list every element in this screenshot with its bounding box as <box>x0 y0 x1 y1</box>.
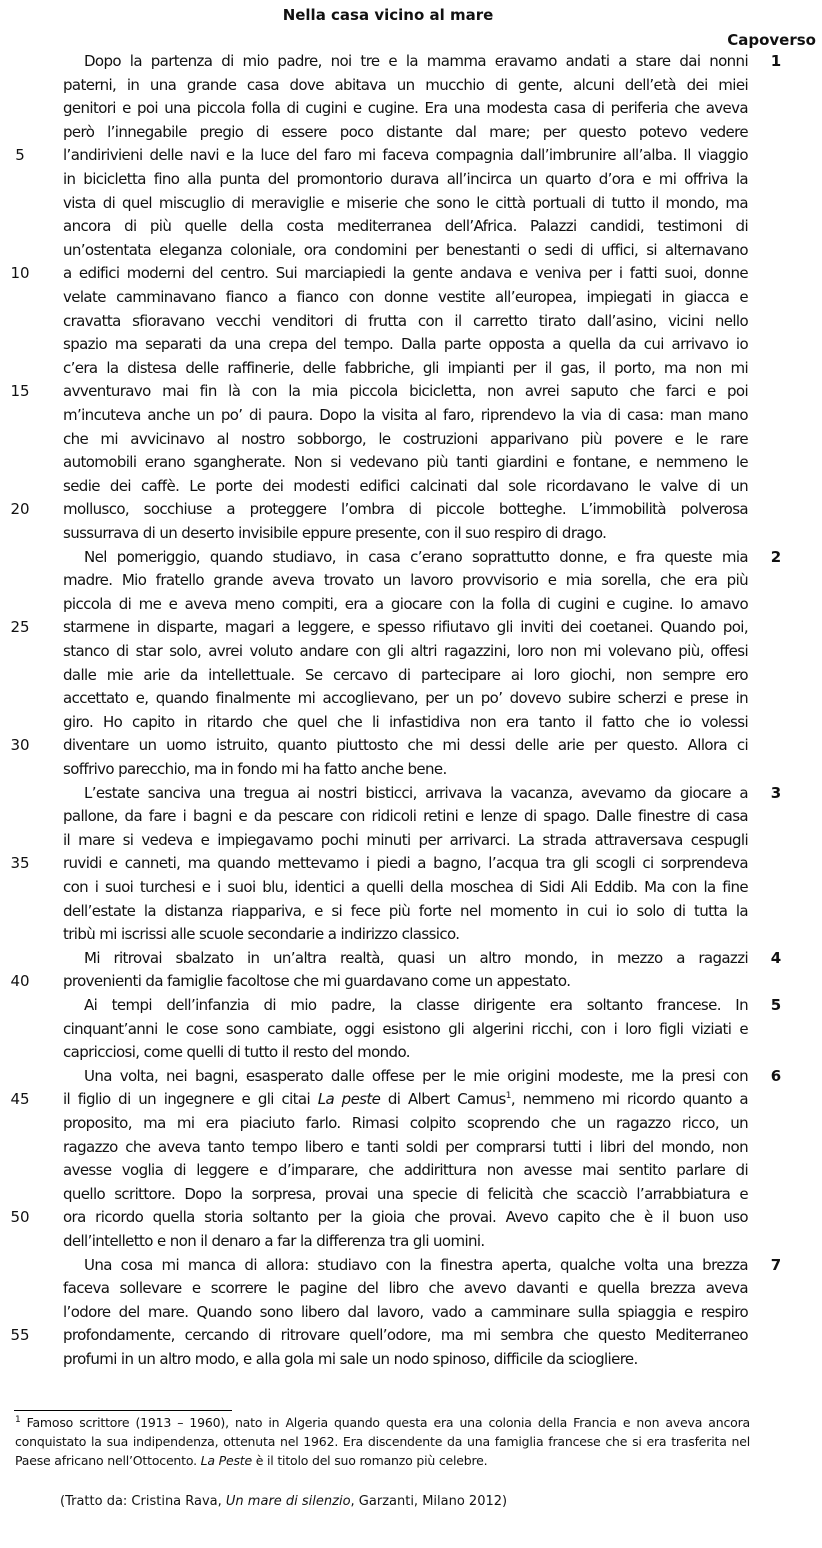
text-line: avventuravo mai fin là con la mia piccola bicicletta, non avrei saputo che farci e poi <box>63 382 748 401</box>
text-line: pallone, da fare i bagni e da pescare con ridicoli retini e lenze di spago. Dalle finestre di casa <box>63 807 748 826</box>
text-line: avesse voglia di leggere e d’imparare, che addirittura non avesse mai sentito parlare di <box>63 1161 748 1180</box>
text-line: l’andirivieni delle navi e la luce del faro mi faceva compagnia dall’imbrunire all’alba. Il viaggio <box>63 146 748 165</box>
text-line: tribù mi iscrissi alle scuole secondarie a indirizzo classico. <box>63 925 460 944</box>
text-line: l’odore del mare. Quando sono libero dal lavoro, vado a camminare sulla spiaggia e respiro <box>63 1302 748 1321</box>
line-number: 40 <box>10 972 30 991</box>
line-number: 35 <box>10 854 30 873</box>
source-text: , Garzanti, Milano 2012) <box>350 1494 508 1509</box>
line-number: 10 <box>10 264 30 283</box>
text-line: mollusco, socchiuse a proteggere l’ombra di piccole botteghe. L’immobilità polverosa <box>63 500 748 519</box>
line-number: 5 <box>15 146 25 165</box>
text-line: profondamente, cercando di ritrovare quell’odore, ma mi sembra che questo Mediterraneo <box>63 1326 748 1345</box>
footnote-title-italic: La Peste <box>200 1453 252 1468</box>
text-line: L’estate sanciva una tregua ai nostri bisticci, arrivava la vacanza, avevamo da giocare a <box>84 783 748 802</box>
text-line: stanco di star solo, avrei voluto andare con gli altri ragazzini, loro non mi volevano più, offesi <box>63 642 748 660</box>
text-line: però l’innegabile pregio di essere poco distante dal mare; per questo potevo vedere <box>63 122 748 141</box>
text-line: Una volta, nei bagni, esasperato dalle offese per le mie origini modeste, me la presi con <box>84 1066 748 1085</box>
line-number: 45 <box>10 1090 30 1109</box>
book-title-italic: La peste <box>317 1090 381 1109</box>
text-line: ancora di più quelle della costa mediterranea dell’Africa. Palazzi candidi, testimoni di <box>63 217 748 236</box>
text-line: paterni, in una grande casa dove abitava un mucchio di gente, alcuni dell’età dei miei <box>63 75 748 94</box>
text-line: soffrivo parecchio, ma in fondo mi ha fatto anche bene. <box>63 760 447 778</box>
footnote-line <box>15 1451 750 1470</box>
footnote-ref: 1 <box>505 1091 511 1102</box>
source-text: (Tratto da: Cristina Rava, <box>60 1494 226 1509</box>
text-line: accettato e, quando finalmente mi accoglievano, per un po’ dovevo subire scherzi e prese in <box>63 689 748 708</box>
text-line: a edifici moderni del centro. Sui marciapiedi la gente andava e veniva per i fatti suoi, donne <box>63 264 748 283</box>
text-line: Ai tempi dell’infanzia di mio padre, la classe dirigente era soltanto francese. In <box>84 996 748 1014</box>
line-number: 50 <box>10 1208 30 1227</box>
text-line: piccola di me e aveva meno compiti, era a giocare con la folla di cugini e cugine. Io amavo <box>63 594 748 613</box>
footnote-line <box>15 1413 750 1432</box>
text-line: dell’intelletto e non il denaro a far la differenza tra gli uomini. <box>63 1232 485 1250</box>
line-number: 55 <box>10 1326 30 1345</box>
text-line: sussurrava di un deserto invisibile eppure presente, con il suo respiro di drago. <box>63 524 607 542</box>
text-line: vista di quel miscuglio di meraviglie e miserie che sono le città portuali di tutto il mondo, ma <box>63 193 748 212</box>
paragraph-number: 3 <box>770 783 782 802</box>
line-number: 20 <box>10 500 30 519</box>
line-number: 30 <box>10 736 30 755</box>
text-line: in bicicletta fino alla punta del promontorio durava all’incirca un quarto d’ora e mi offriva la <box>63 170 748 188</box>
text-line: velate camminavano fianco a fianco con donne vestite all’europea, impiegati in giacca e <box>63 288 748 306</box>
footnote-line: conquistato la sua indipendenza, ottenuta nel 1962. Era discendente da una famiglia francese che si era trasferita nel <box>15 1434 750 1449</box>
text-line: spazio ma separati da una crepa del tempo. Dalla parte opposta a quella da cui arrivavo io <box>63 335 748 354</box>
text-line: Nel pomeriggio, quando studiavo, in casa c’erano soprattutto donne, e fra queste mia <box>84 547 748 566</box>
footnote-rule <box>14 1410 232 1411</box>
text-line: Una cosa mi manca di allora: studiavo con la finestra aperta, qualche volta una brezza <box>84 1255 748 1274</box>
paragraph-number: 5 <box>770 996 782 1014</box>
text-line: Dopo la partenza di mio padre, noi tre e la mamma eravamo andati a stare dai nonni <box>84 52 748 70</box>
text-line <box>63 1088 748 1112</box>
line-number: 15 <box>10 382 30 401</box>
paragraph-number: 6 <box>770 1066 782 1085</box>
text-line: ora ricordo quella storia soltanto per la gioia che provai. Avevo capito che è il buon uso <box>63 1208 748 1227</box>
text-line: starmene in disparte, magari a leggere, e spesso rifiutavo gli inviti dei coetanei. Quando poi, <box>63 618 748 637</box>
text-line: m’incuteva anche un po’ di paura. Dopo la visita al faro, riprendevo la via di casa: man mano <box>63 406 748 424</box>
text-line: faceva sollevare e scorrere le pagine del libro che avevo davanti e quella brezza aveva <box>63 1279 748 1298</box>
text-line: dalle mie arie da intellettuale. Se cercavo di partecipare ai loro giochi, non sempre ero <box>63 665 748 684</box>
text-line: automobili erano sgangherate. Non si vedevano più tanti giardini e fontane, e nemmeno le <box>63 453 748 472</box>
text-line: con i suoi turchesi e i suoi blu, identici a quelli della moschea di Sidi Ali Eddib. Ma con la fine <box>63 878 748 896</box>
text-line: il mare si vedeva e impiegavamo pochi minuti per arrivarci. La strada attraversava cespugli <box>63 830 748 849</box>
text-line: capricciosi, come quelli di tutto il resto del mondo. <box>63 1043 410 1062</box>
paragraph-number: 7 <box>770 1255 782 1274</box>
text-line: un’ostentata eleganza coloniale, ora condomini per benestanti o sedi di uffici, si alternavano <box>63 240 748 259</box>
text-line: cravatta sfioravano vecchi venditori di frutta con il carretto tirato dall’asino, vicini nello <box>63 311 748 330</box>
text-line: ragazzo che aveva tanto tempo libero e tanti soldi per comprarsi tutti i libri del mondo, non <box>63 1137 748 1156</box>
footnote-text: è il titolo del suo romanzo più celebre. <box>251 1453 488 1468</box>
footnote-text: Famoso scrittore (1913 – 1960), nato in Algeria quando questa era una colonia della Francia e non aveva ancora <box>20 1415 750 1430</box>
text-span: di Albert Camus <box>380 1090 506 1109</box>
text-line: diventare un uomo istruito, quanto piuttosto che mi dessi delle arie per questo. Allora ci <box>63 736 748 755</box>
footnote-marker: 1 <box>15 1414 21 1425</box>
text-line: quello scrittore. Dopo la sorpresa, provai una specie di felicità che scacciò l’arrabbiatura e <box>63 1184 748 1203</box>
text-line: giro. Ho capito in ritardo che quel che li infastidiva non era tanto il fatto che io volessi <box>63 712 748 731</box>
text-span: il figlio di un ingegnere e gli citai <box>63 1090 318 1109</box>
capoverso-header: Capoverso <box>727 31 816 49</box>
document-title: Nella casa vicino al mare <box>282 6 494 24</box>
paragraph-number: 2 <box>770 547 782 566</box>
text-line: profumi in un altro modo, e alla gola mi sale un nodo spinoso, difficile da sciogliere. <box>63 1350 638 1368</box>
footnote-text: Paese africano nell’Ottocento. <box>15 1453 201 1468</box>
text-line: sedie dei caffè. Le porte dei modesti edifici calcinati dal sole ricordavano le valve di un <box>63 476 748 495</box>
text-line: proposito, ma mi era piaciuto farlo. Rimasi colpito scoprendo che un ragazzo ricco, un <box>63 1114 748 1132</box>
source-citation <box>60 1492 507 1512</box>
paragraph-number: 1 <box>770 52 782 70</box>
line-number: 25 <box>10 618 30 637</box>
text-line: madre. Mio fratello grande aveva trovato un lavoro provvisorio e mia sorella, che era più <box>63 571 748 590</box>
text-line: provenienti da famiglie facoltose che mi guardavano come un appestato. <box>63 972 571 991</box>
text-line: c’era la distesa delle raffinerie, delle fabbriche, gli impianti per il gas, il porto, ma non mi <box>63 358 748 377</box>
text-line: che mi avvicinavo al nostro sobborgo, le costruzioni apparivano più povere e le rare <box>63 429 748 448</box>
source-book-title: Un mare di silenzio <box>225 1494 351 1509</box>
text-line: ruvidi e canneti, ma quando mettevamo i piedi a bagno, l’acqua tra gli scogli ci sorprendeva <box>63 854 748 873</box>
text-span: , nemmeno mi ricordo quanto a <box>510 1090 748 1109</box>
paragraph-number: 4 <box>770 948 782 967</box>
text-line: Mi ritrovai sbalzato in un’altra realtà, quasi un altro mondo, in mezzo a ragazzi <box>84 948 748 967</box>
text-line: cinquant’anni le cose sono cambiate, oggi esistono gli algerini ricchi, con i loro figli viziati e <box>63 1019 748 1038</box>
text-line: dell’estate la distanza riappariva, e si fece più forte nel momento in cui io solo di tutta la <box>63 901 748 920</box>
text-line: genitori e poi una piccola folla di cugini e cugine. Era una modesta casa di periferia che aveva <box>63 99 748 118</box>
